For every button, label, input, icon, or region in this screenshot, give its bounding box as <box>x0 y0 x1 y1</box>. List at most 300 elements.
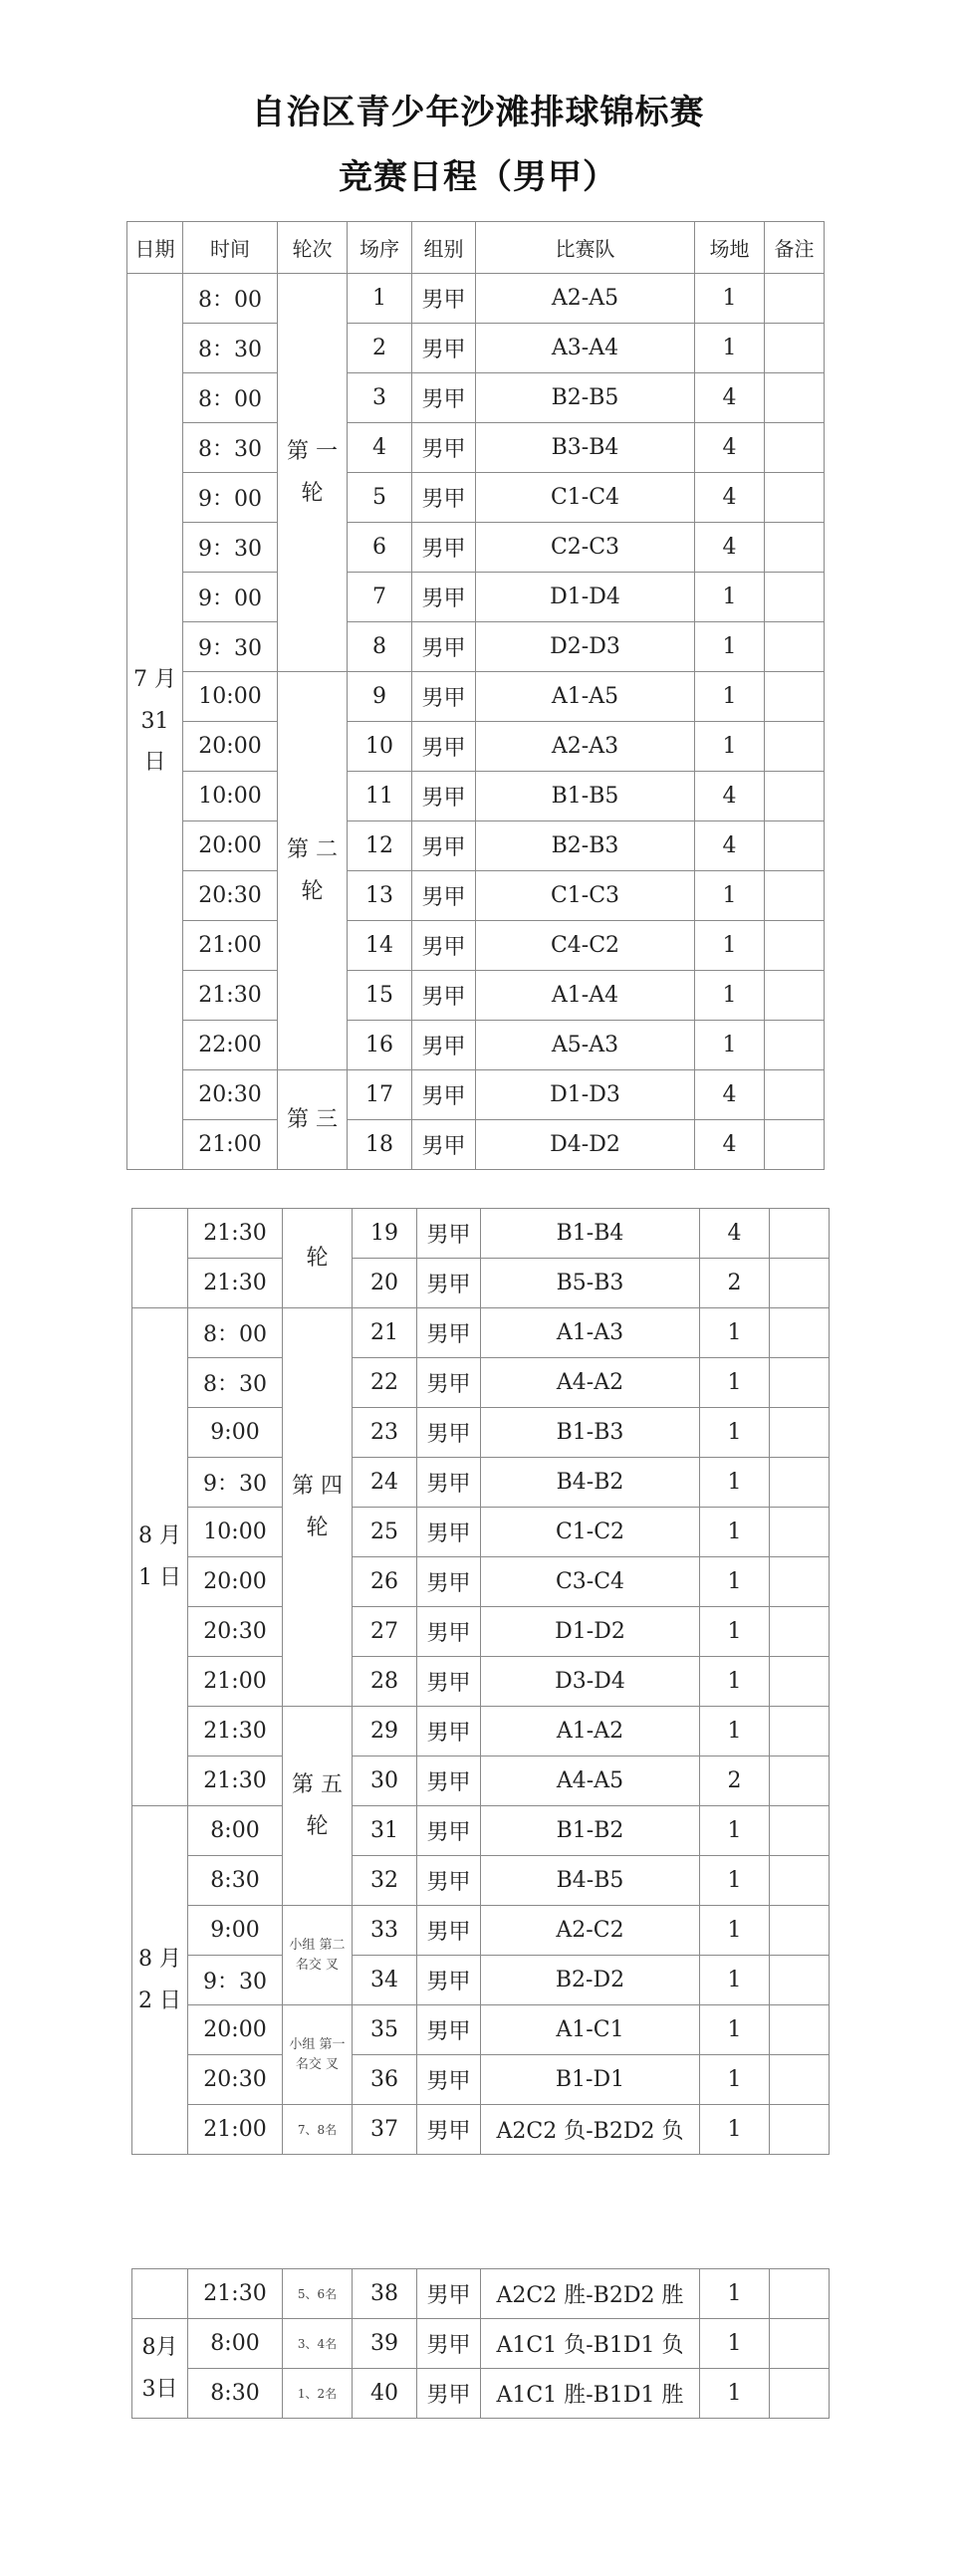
table-row <box>132 1358 830 1408</box>
teams-cell: D1-D2 <box>481 1607 700 1657</box>
table-row <box>132 1956 830 2005</box>
match-number-cell: 20 <box>353 1259 417 1308</box>
time-cell: 20:30 <box>188 2055 283 2105</box>
teams-cell: B1-D1 <box>481 2055 700 2105</box>
court-cell: 4 <box>695 523 765 573</box>
match-number-cell: 34 <box>353 1956 417 2005</box>
header-court: 场地 <box>695 222 765 274</box>
match-number-cell: 13 <box>348 871 412 921</box>
teams-cell: A1C1 负-B1D1 负 <box>481 2319 700 2369</box>
table-row <box>127 672 825 722</box>
match-number-cell: 22 <box>353 1358 417 1408</box>
match-number-cell: 24 <box>353 1458 417 1508</box>
table-row <box>132 1508 830 1557</box>
time-cell: 8:30 <box>188 2369 283 2419</box>
court-cell: 4 <box>700 1209 770 1259</box>
match-number-cell: 12 <box>348 821 412 871</box>
court-cell: 1 <box>700 1607 770 1657</box>
court-cell: 1 <box>700 2105 770 2155</box>
time-cell: 8:00 <box>188 1806 283 1856</box>
teams-cell: D1-D4 <box>476 573 695 622</box>
time-cell: 20:00 <box>183 722 278 772</box>
group-cell: 男甲 <box>417 1358 481 1408</box>
group-cell: 男甲 <box>412 573 476 622</box>
header-date: 日期 <box>127 222 183 274</box>
court-cell: 4 <box>695 473 765 523</box>
court-cell: 1 <box>700 1308 770 1358</box>
match-number-cell: 18 <box>348 1120 412 1170</box>
note-cell <box>770 1607 830 1657</box>
note-cell <box>765 573 825 622</box>
date-blank-cell <box>132 1209 188 1308</box>
table-row <box>127 1021 825 1070</box>
table-row <box>132 1557 830 1607</box>
time-cell: 9：00 <box>183 473 278 523</box>
time-cell: 10:00 <box>188 1508 283 1557</box>
table-row <box>127 373 825 423</box>
time-cell: 8：30 <box>183 324 278 373</box>
note-cell <box>765 473 825 523</box>
time-cell: 8：00 <box>183 274 278 324</box>
table-row <box>127 921 825 971</box>
group-cell: 男甲 <box>417 1956 481 2005</box>
match-number-cell: 21 <box>353 1308 417 1358</box>
teams-cell: A1C1 胜-B1D1 胜 <box>481 2369 700 2419</box>
table-row <box>132 2105 830 2155</box>
group-cell: 男甲 <box>412 473 476 523</box>
note-cell <box>765 722 825 772</box>
time-cell: 9:00 <box>188 1906 283 1956</box>
note-cell <box>765 274 825 324</box>
court-cell: 1 <box>700 1358 770 1408</box>
court-cell: 4 <box>695 821 765 871</box>
note-cell <box>770 1806 830 1856</box>
court-cell: 4 <box>695 373 765 423</box>
group-cell: 男甲 <box>412 423 476 473</box>
court-cell: 1 <box>695 324 765 373</box>
time-cell: 21:00 <box>188 1657 283 1707</box>
round-5-label: 第 五 轮 <box>283 1707 353 1906</box>
table-row <box>127 573 825 622</box>
note-cell <box>770 1308 830 1358</box>
note-cell <box>765 622 825 672</box>
table-row <box>127 423 825 473</box>
teams-cell: A2C2 胜-B2D2 胜 <box>481 2269 700 2319</box>
time-cell: 21:30 <box>183 971 278 1021</box>
teams-cell: A2C2 负-B2D2 负 <box>481 2105 700 2155</box>
table-row <box>132 1308 830 1358</box>
group-cell: 男甲 <box>417 1906 481 1956</box>
teams-cell: B1-B2 <box>481 1806 700 1856</box>
teams-cell: C1-C2 <box>481 1508 700 1557</box>
note-cell <box>770 1657 830 1707</box>
court-cell: 1 <box>695 274 765 324</box>
court-cell: 1 <box>700 1458 770 1508</box>
group-cell: 男甲 <box>417 1209 481 1259</box>
time-cell: 9：30 <box>188 1458 283 1508</box>
note-cell <box>770 1209 830 1259</box>
time-cell: 21:30 <box>188 1209 283 1259</box>
court-cell: 1 <box>695 1021 765 1070</box>
placement-1-2-label: 1、2名 <box>283 2369 353 2419</box>
match-number-cell: 19 <box>353 1209 417 1259</box>
round-1-label: 第 一 轮 <box>278 274 348 672</box>
group-cell: 男甲 <box>412 523 476 573</box>
note-cell <box>770 1906 830 1956</box>
match-number-cell: 33 <box>353 1906 417 1956</box>
table-row <box>127 1070 825 1120</box>
note-cell <box>765 1120 825 1170</box>
note-cell <box>770 2105 830 2155</box>
teams-cell: A5-A3 <box>476 1021 695 1070</box>
group-cell: 男甲 <box>417 1508 481 1557</box>
match-number-cell: 15 <box>348 971 412 1021</box>
group-cell: 男甲 <box>417 1756 481 1806</box>
time-cell: 22:00 <box>183 1021 278 1070</box>
teams-cell: B1-B5 <box>476 772 695 821</box>
group-cell: 男甲 <box>412 373 476 423</box>
table-row <box>132 1458 830 1508</box>
date-aug-1: 8 月 1 日 <box>132 1308 188 1806</box>
table-row <box>132 1259 830 1308</box>
note-cell <box>765 871 825 921</box>
match-number-cell: 8 <box>348 622 412 672</box>
time-cell: 9:00 <box>188 1408 283 1458</box>
note-cell <box>765 772 825 821</box>
match-number-cell: 14 <box>348 921 412 971</box>
match-number-cell: 38 <box>353 2269 417 2319</box>
group-cell: 男甲 <box>412 672 476 722</box>
table-row <box>127 821 825 871</box>
teams-cell: D3-D4 <box>481 1657 700 1707</box>
time-cell: 9：30 <box>188 1956 283 2005</box>
court-cell: 1 <box>700 1557 770 1607</box>
match-number-cell: 25 <box>353 1508 417 1557</box>
match-number-cell: 40 <box>353 2369 417 2419</box>
match-number-cell: 1 <box>348 274 412 324</box>
group-cell: 男甲 <box>417 1308 481 1358</box>
note-cell <box>770 2005 830 2055</box>
time-cell: 21:30 <box>188 1707 283 1756</box>
group-cell: 男甲 <box>412 274 476 324</box>
teams-cell: D4-D2 <box>476 1120 695 1170</box>
match-number-cell: 6 <box>348 523 412 573</box>
note-cell <box>770 1557 830 1607</box>
court-cell: 1 <box>700 1707 770 1756</box>
teams-cell: C4-C2 <box>476 921 695 971</box>
time-cell: 20:00 <box>188 2005 283 2055</box>
court-cell: 4 <box>695 772 765 821</box>
teams-cell: D1-D3 <box>476 1070 695 1120</box>
time-cell: 21:00 <box>188 2105 283 2155</box>
match-number-cell: 10 <box>348 722 412 772</box>
teams-cell: B2-B5 <box>476 373 695 423</box>
note-cell <box>765 324 825 373</box>
note-cell <box>770 1707 830 1756</box>
match-number-cell: 26 <box>353 1557 417 1607</box>
court-cell: 1 <box>700 1956 770 2005</box>
page-subtitle: 竞赛日程（男甲） <box>339 157 617 197</box>
time-cell: 9：00 <box>183 573 278 622</box>
court-cell: 4 <box>695 1120 765 1170</box>
match-number-cell: 30 <box>353 1756 417 1806</box>
group-cell: 男甲 <box>412 1120 476 1170</box>
note-cell <box>770 2269 830 2319</box>
court-cell: 1 <box>700 1906 770 1956</box>
match-number-cell: 9 <box>348 672 412 722</box>
header-teams: 比赛队 <box>476 222 695 274</box>
note-cell <box>765 971 825 1021</box>
table-header-row <box>127 222 825 274</box>
teams-cell: A1-A4 <box>476 971 695 1021</box>
time-cell: 21:30 <box>188 2269 283 2319</box>
court-cell: 1 <box>700 2055 770 2105</box>
group-cell: 男甲 <box>417 2105 481 2155</box>
teams-cell: A1-A5 <box>476 672 695 722</box>
teams-cell: A4-A2 <box>481 1358 700 1408</box>
teams-cell: A2-A3 <box>476 722 695 772</box>
match-number-cell: 32 <box>353 1856 417 1906</box>
note-cell <box>765 821 825 871</box>
note-cell <box>765 373 825 423</box>
match-number-cell: 35 <box>353 2005 417 2055</box>
group-cell: 男甲 <box>417 1806 481 1856</box>
group-cell: 男甲 <box>417 2319 481 2369</box>
court-cell: 1 <box>700 2269 770 2319</box>
group-cell: 男甲 <box>417 1657 481 1707</box>
court-cell: 1 <box>695 871 765 921</box>
match-number-cell: 31 <box>353 1806 417 1856</box>
note-cell <box>765 921 825 971</box>
note-cell <box>770 1259 830 1308</box>
teams-cell: C1-C4 <box>476 473 695 523</box>
court-cell: 2 <box>700 1259 770 1308</box>
time-cell: 20:30 <box>188 1607 283 1657</box>
teams-cell: D2-D3 <box>476 622 695 672</box>
court-cell: 4 <box>695 423 765 473</box>
court-cell: 1 <box>695 672 765 722</box>
teams-cell: A1-A2 <box>481 1707 700 1756</box>
time-cell: 21:30 <box>188 1259 283 1308</box>
match-number-cell: 37 <box>353 2105 417 2155</box>
match-number-cell: 11 <box>348 772 412 821</box>
match-number-cell: 7 <box>348 573 412 622</box>
match-number-cell: 27 <box>353 1607 417 1657</box>
court-cell: 1 <box>700 1856 770 1906</box>
time-cell: 8：30 <box>183 423 278 473</box>
match-number-cell: 17 <box>348 1070 412 1120</box>
court-cell: 1 <box>700 2319 770 2369</box>
group-cell: 男甲 <box>412 772 476 821</box>
teams-cell: A4-A5 <box>481 1756 700 1806</box>
header-group: 组别 <box>412 222 476 274</box>
teams-cell: B5-B3 <box>481 1259 700 1308</box>
group-cell: 男甲 <box>412 971 476 1021</box>
time-cell: 10:00 <box>183 672 278 722</box>
match-number-cell: 5 <box>348 473 412 523</box>
table-row <box>127 722 825 772</box>
time-cell: 9：30 <box>183 523 278 573</box>
placement-3-4-label: 3、4名 <box>283 2319 353 2369</box>
table-row <box>132 1906 830 1956</box>
note-cell <box>770 1508 830 1557</box>
note-cell <box>770 1956 830 2005</box>
group-cell: 男甲 <box>412 921 476 971</box>
table-row <box>132 1756 830 1806</box>
note-cell <box>770 1856 830 1906</box>
time-cell: 21:00 <box>183 921 278 971</box>
time-cell: 9：30 <box>183 622 278 672</box>
table-row <box>132 1657 830 1707</box>
header-match: 场序 <box>348 222 412 274</box>
table-row <box>132 1806 830 1856</box>
round-3-continued-label: 轮 <box>283 1209 353 1308</box>
teams-cell: A2-C2 <box>481 1906 700 1956</box>
teams-cell: C1-C3 <box>476 871 695 921</box>
group-cell: 男甲 <box>417 1557 481 1607</box>
time-cell: 20:30 <box>183 871 278 921</box>
court-cell: 1 <box>700 1806 770 1856</box>
court-cell: 1 <box>695 573 765 622</box>
teams-cell: A1-A3 <box>481 1308 700 1358</box>
schedule-table-part-3 <box>131 2268 830 2419</box>
group-cell: 男甲 <box>412 324 476 373</box>
group-first-cross-label: 小组 第一 名交 叉 <box>283 2005 353 2105</box>
court-cell: 1 <box>695 921 765 971</box>
match-number-cell: 29 <box>353 1707 417 1756</box>
note-cell <box>770 1458 830 1508</box>
court-cell: 4 <box>695 1070 765 1120</box>
teams-cell: B1-B4 <box>481 1209 700 1259</box>
court-cell: 1 <box>695 971 765 1021</box>
teams-cell: B4-B5 <box>481 1856 700 1906</box>
time-cell: 8：00 <box>183 373 278 423</box>
time-cell: 21:00 <box>183 1120 278 1170</box>
header-note: 备注 <box>765 222 825 274</box>
match-number-cell: 4 <box>348 423 412 473</box>
table-row <box>127 473 825 523</box>
time-cell: 21:30 <box>188 1756 283 1806</box>
time-cell: 20:30 <box>183 1070 278 1120</box>
table-row <box>132 2055 830 2105</box>
group-cell: 男甲 <box>412 1021 476 1070</box>
group-second-cross-label: 小组 第二 名交 叉 <box>283 1906 353 2005</box>
time-cell: 20:00 <box>188 1557 283 1607</box>
group-cell: 男甲 <box>417 1259 481 1308</box>
court-cell: 1 <box>700 1657 770 1707</box>
group-cell: 男甲 <box>412 821 476 871</box>
table-row <box>127 523 825 573</box>
table-row <box>132 1856 830 1906</box>
group-cell: 男甲 <box>417 1607 481 1657</box>
teams-cell: B1-B3 <box>481 1408 700 1458</box>
group-cell: 男甲 <box>412 622 476 672</box>
teams-cell: C3-C4 <box>481 1557 700 1607</box>
date-july-31: 7 月 31 日 <box>127 274 183 1170</box>
court-cell: 1 <box>700 2369 770 2419</box>
teams-cell: B4-B2 <box>481 1458 700 1508</box>
teams-cell: B2-D2 <box>481 1956 700 2005</box>
table-row <box>132 1209 830 1259</box>
table-row <box>127 971 825 1021</box>
court-cell: 1 <box>695 722 765 772</box>
match-number-cell: 36 <box>353 2055 417 2105</box>
header-time: 时间 <box>183 222 278 274</box>
group-cell: 男甲 <box>417 1408 481 1458</box>
group-cell: 男甲 <box>417 2005 481 2055</box>
note-cell <box>770 1756 830 1806</box>
teams-cell: A1-C1 <box>481 2005 700 2055</box>
group-cell: 男甲 <box>417 1458 481 1508</box>
table-row <box>132 1707 830 1756</box>
table-row <box>132 2269 830 2319</box>
teams-cell: A3-A4 <box>476 324 695 373</box>
court-cell: 1 <box>695 622 765 672</box>
table-row <box>127 622 825 672</box>
group-cell: 男甲 <box>412 1070 476 1120</box>
match-number-cell: 23 <box>353 1408 417 1458</box>
note-cell <box>765 523 825 573</box>
court-cell: 2 <box>700 1756 770 1806</box>
date-aug-2: 8 月 2 日 <box>132 1806 188 2155</box>
time-cell: 10:00 <box>183 772 278 821</box>
court-cell: 1 <box>700 1408 770 1458</box>
table-row <box>127 324 825 373</box>
header-round: 轮次 <box>278 222 348 274</box>
table-row <box>127 871 825 921</box>
date-aug-3: 8月 3日 <box>132 2319 188 2419</box>
table-row <box>132 2369 830 2419</box>
note-cell <box>765 672 825 722</box>
teams-cell: C2-C3 <box>476 523 695 573</box>
note-cell <box>765 1021 825 1070</box>
table-row <box>127 274 825 324</box>
time-cell: 20:00 <box>183 821 278 871</box>
placement-5-6-label: 5、6名 <box>283 2269 353 2319</box>
table-row <box>132 1607 830 1657</box>
group-cell: 男甲 <box>417 2369 481 2419</box>
note-cell <box>770 2055 830 2105</box>
note-cell <box>770 2319 830 2369</box>
teams-cell: A2-A5 <box>476 274 695 324</box>
round-3-label: 第 三 <box>278 1070 348 1170</box>
time-cell: 8：30 <box>188 1358 283 1408</box>
note-cell <box>770 1408 830 1458</box>
table-row <box>127 772 825 821</box>
table-row <box>132 2005 830 2055</box>
group-cell: 男甲 <box>417 1856 481 1906</box>
note-cell <box>770 2369 830 2419</box>
placement-7-8-label: 7、8名 <box>283 2105 353 2155</box>
time-cell: 8：00 <box>188 1308 283 1358</box>
match-number-cell: 16 <box>348 1021 412 1070</box>
schedule-table-part-1 <box>126 221 825 1170</box>
schedule-table-part-2 <box>131 1208 830 2155</box>
court-cell: 1 <box>700 2005 770 2055</box>
match-number-cell: 28 <box>353 1657 417 1707</box>
match-number-cell: 2 <box>348 324 412 373</box>
date-blank-cell <box>132 2269 188 2319</box>
table-row <box>132 1408 830 1458</box>
table-row <box>127 1120 825 1170</box>
time-cell: 8:00 <box>188 2319 283 2369</box>
group-cell: 男甲 <box>412 722 476 772</box>
group-cell: 男甲 <box>412 871 476 921</box>
group-cell: 男甲 <box>417 1707 481 1756</box>
note-cell <box>765 1070 825 1120</box>
group-cell: 男甲 <box>417 2269 481 2319</box>
match-number-cell: 3 <box>348 373 412 423</box>
